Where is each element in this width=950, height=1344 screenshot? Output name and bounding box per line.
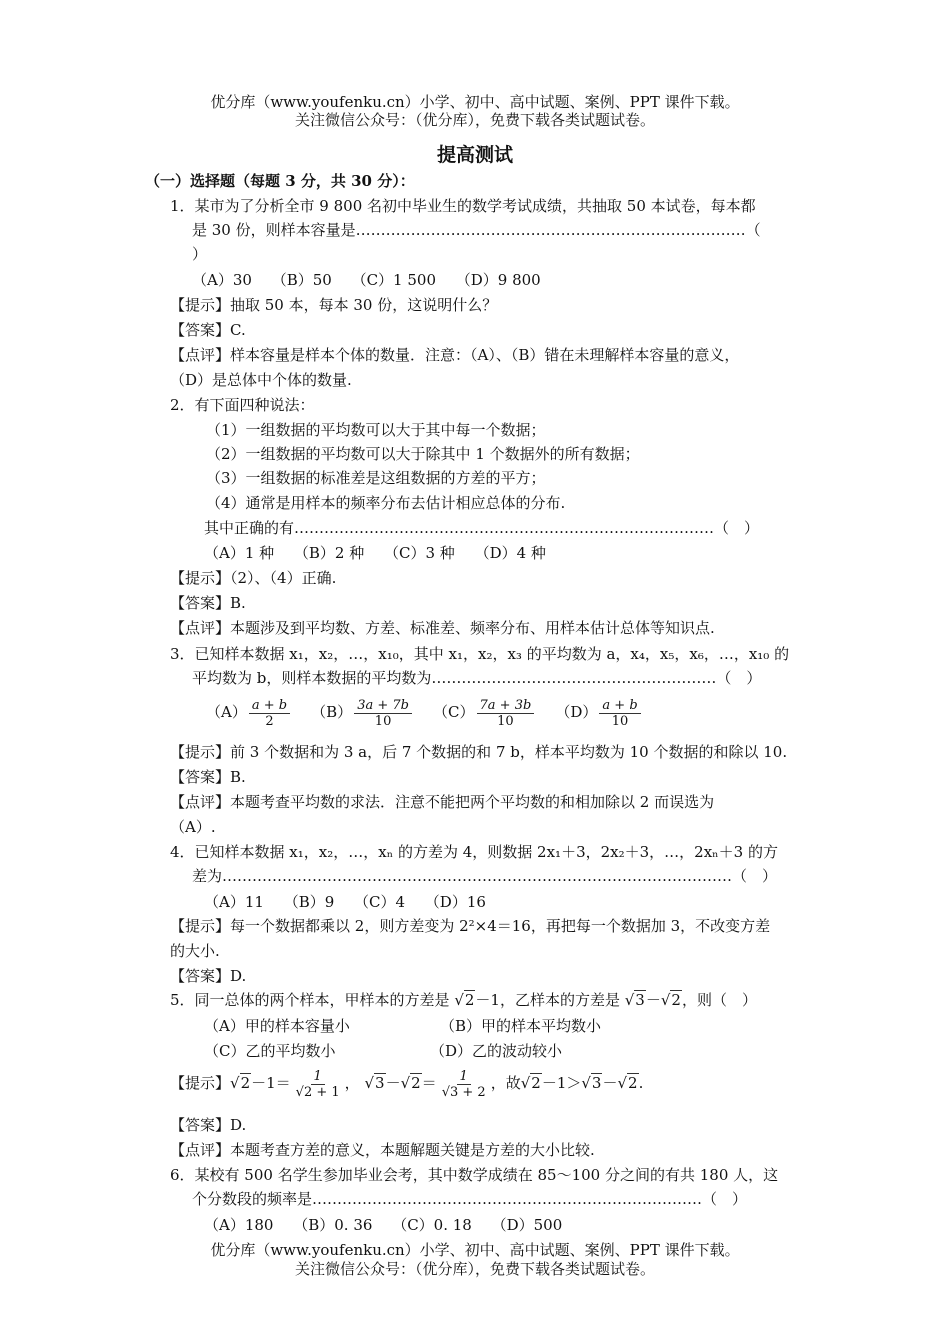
- q5-option-c: （C）乙的平均数小: [204, 1042, 336, 1060]
- q3-option-d-fraction: [599, 698, 640, 729]
- header-line-2: 关注微信公众号：（优分库），免费下载各类试题试卷。: [294, 111, 655, 129]
- q1-stem-3: ）: [192, 245, 208, 263]
- q2-hint: 【提示】（2）、（4）正确.: [170, 569, 337, 587]
- fraction-numerator: 7a + 3b: [477, 698, 535, 714]
- q2-answer: 【答案】B.: [170, 594, 246, 612]
- sqrt-three: 3: [591, 1074, 602, 1092]
- footer-line-2: 关注微信公众号：（优分库），免费下载各类试题试卷。: [294, 1260, 655, 1278]
- q4-answer: 【答案】D.: [170, 967, 247, 985]
- q5-stem-a: 5．同一总体的两个样本，甲样本的方差是: [170, 991, 450, 1009]
- sqrt-two: 2: [671, 991, 681, 1009]
- sqrt-three: 3: [635, 991, 645, 1009]
- header-line-1: 优分库（www.youfenku.cn）小学、初中、高中试题、案例、PPT 课件下载。: [210, 93, 740, 111]
- fraction-denominator: √3 + 2: [441, 1084, 486, 1100]
- q5-option-b: （B）甲的样本平均数小: [440, 1017, 602, 1035]
- q5-stem-b: －1，乙样本的方差是: [475, 991, 620, 1009]
- sqrt-two: 2: [411, 1074, 421, 1092]
- q4-stem-2: 差为…………………………………………………………………………………………（ ）: [192, 867, 778, 885]
- q3-comment-2: （A）.: [170, 818, 216, 836]
- q1-options: （A）30 （B）50 （C）1 500 （D）9 800: [192, 271, 541, 289]
- q1-answer: 【答案】C.: [170, 321, 246, 339]
- fraction-denominator: √2 + 1: [295, 1084, 340, 1100]
- q5-hint-label: 【提示】: [170, 1074, 231, 1092]
- q5-stem-c: ，则（ ）: [681, 991, 757, 1009]
- q3-hint: 【提示】前 3 个数据和为 3 a，后 7 个数据的和 7 b，样本平均数为 10 个数据的和除以 10.: [170, 743, 788, 761]
- q3-stem-2: 平均数为 b，则样本数据的平均数为…………………………………………………（ ）: [192, 669, 762, 687]
- q1-comment-2: （D）是总体中个体的数量.: [170, 371, 352, 389]
- q3-option-a-label: （A）: [206, 703, 247, 721]
- fraction-numerator: 1: [457, 1069, 471, 1085]
- sqrt-two: 2: [531, 1074, 541, 1092]
- page-title: 提高测试: [436, 144, 513, 166]
- q3-option-d-label: （D）: [555, 703, 598, 721]
- q4-stem-1: 4．已知样本数据 x₁，x₂，…，xₙ 的方差为 4，则数据 2x₁＋3，2x₂＋3，…，2xₙ＋3 的方: [170, 843, 778, 861]
- q2-statement-4: （4）通常是用样本的频率分布去估计相应总体的分布.: [206, 494, 566, 512]
- q3-option-c-label: （C）: [433, 703, 475, 721]
- sqrt-two: 2: [240, 1074, 251, 1092]
- q5-option-a: （A）甲的样本容量小: [204, 1017, 350, 1035]
- q5-comment: 【点评】本题考查方差的意义，本题解题关键是方差的大小比较.: [170, 1141, 595, 1159]
- q3-options: [206, 695, 643, 729]
- fraction-denominator: 10: [374, 713, 392, 729]
- footer-line-1: 优分库（www.youfenku.cn）小学、初中、高中试题、案例、PPT 课件下载。: [210, 1241, 740, 1259]
- q2-statement-2: （2）一组数据的平均数可以大于除其中 1 个数据外的所有数据；: [206, 445, 640, 463]
- q1-stem-1: 1．某市为了分析全市 9 800 名初中毕业生的数学考试成绩，共抽取 50 本试卷，每本都: [170, 197, 756, 215]
- q3-option-a-fraction: [249, 698, 290, 729]
- q2-statement-1: （1）一组数据的平均数可以大于其中每一个数据；: [206, 421, 546, 439]
- q5-hint-fraction-1: [293, 1069, 343, 1100]
- q2-options: （A）1 种 （B）2 种 （C）3 种 （D）4 种: [204, 544, 546, 562]
- q5-answer: 【答案】D.: [170, 1116, 247, 1134]
- section-heading: （一）选择题（每题 3 分，共 30 分）：: [145, 172, 415, 190]
- q5-hint: 【提示】√2－1＝ $\frac{1}{√2 + 1}$ ， √3－√2＝ $\frac{1}{√3 + 2}$ ，故√2－1＞√3－√2.: [170, 1068, 644, 1100]
- q5-option-d: （D）乙的波动较小: [430, 1042, 563, 1060]
- sqrt-two: 2: [628, 1074, 638, 1092]
- q6-stem-2: 个分数段的频率是……………………………………………………………………（ ）: [192, 1190, 748, 1208]
- q1-hint: 【提示】抽取 50 本，每本 30 份，这说明什么？: [170, 296, 498, 314]
- fraction-numerator: 1: [311, 1069, 325, 1085]
- q4-hint-1: 【提示】每一个数据都乘以 2，则方差变为 2²×4＝16，再把每一个数据加 3，不改变方差: [170, 917, 771, 935]
- sqrt-two: 2: [464, 991, 475, 1009]
- fraction-numerator: a + b: [249, 698, 290, 714]
- q5-hint-sep: ，: [344, 1074, 360, 1092]
- q2-stem: 2．有下面四种说法：: [170, 396, 315, 414]
- q2-comment: 【点评】本题涉及到平均数、方差、标准差、频率分布、用样本估计总体等知识点.: [170, 619, 715, 637]
- fraction-denominator: 2: [265, 713, 274, 729]
- q6-options: （A）180 （B）0. 36 （C）0. 18 （D）500: [204, 1216, 563, 1234]
- q3-option-b-label: （B）: [311, 703, 353, 721]
- q1-stem-2: 是 30 份，则样本容量是……………………………………………………………………（: [192, 221, 761, 239]
- q5-hint-fraction-2: [439, 1069, 489, 1100]
- q2-statement-3: （3）一组数据的标准差是这组数据的方差的平方；: [206, 469, 546, 487]
- fraction-numerator: a + b: [599, 698, 640, 714]
- q2-question: 其中正确的有…………………………………………………………………………（ ）: [204, 519, 760, 537]
- fraction-denominator: 10: [497, 713, 514, 729]
- q3-stem-1: 3．已知样本数据 x₁，x₂，…，x₁₀，其中 x₁，x₂，x₃ 的平均数为 a，x₄，x₅，x₆，…，x₁₀ 的: [170, 645, 790, 663]
- q3-comment-1: 【点评】本题考查平均数的求法．注意不能把两个平均数的和相加除以 2 而误选为: [170, 793, 715, 811]
- q5-hint-conclude: ，故: [490, 1074, 521, 1092]
- q3-answer: 【答案】B.: [170, 768, 246, 786]
- q3-option-c-fraction: [477, 698, 535, 729]
- q6-stem-1: 6．某校有 500 名学生参加毕业会考，其中数学成绩在 85～100 分之间的有共 180 人，这: [170, 1166, 779, 1184]
- q5-stem: 5．同一总体的两个样本，甲样本的方差是 √2－1，乙样本的方差是 √3－√2，则（ ）: [170, 991, 757, 1009]
- q5-hint-eq1: －1＝: [251, 1074, 291, 1092]
- q4-options: （A）11 （B）9 （C）4 （D）16: [204, 893, 486, 911]
- fraction-numerator: 3a + 7b: [354, 698, 412, 714]
- q3-option-b-fraction: [354, 698, 412, 729]
- q5-hint-gt: －1＞: [541, 1074, 582, 1092]
- sqrt-three: 3: [375, 1074, 385, 1092]
- fraction-denominator: 10: [611, 713, 629, 729]
- q4-hint-2: 的大小.: [170, 942, 220, 960]
- q1-comment-1: 【点评】样本容量是样本个体的数量．注意：（A）、（B）错在未理解样本容量的意义，: [170, 346, 740, 364]
